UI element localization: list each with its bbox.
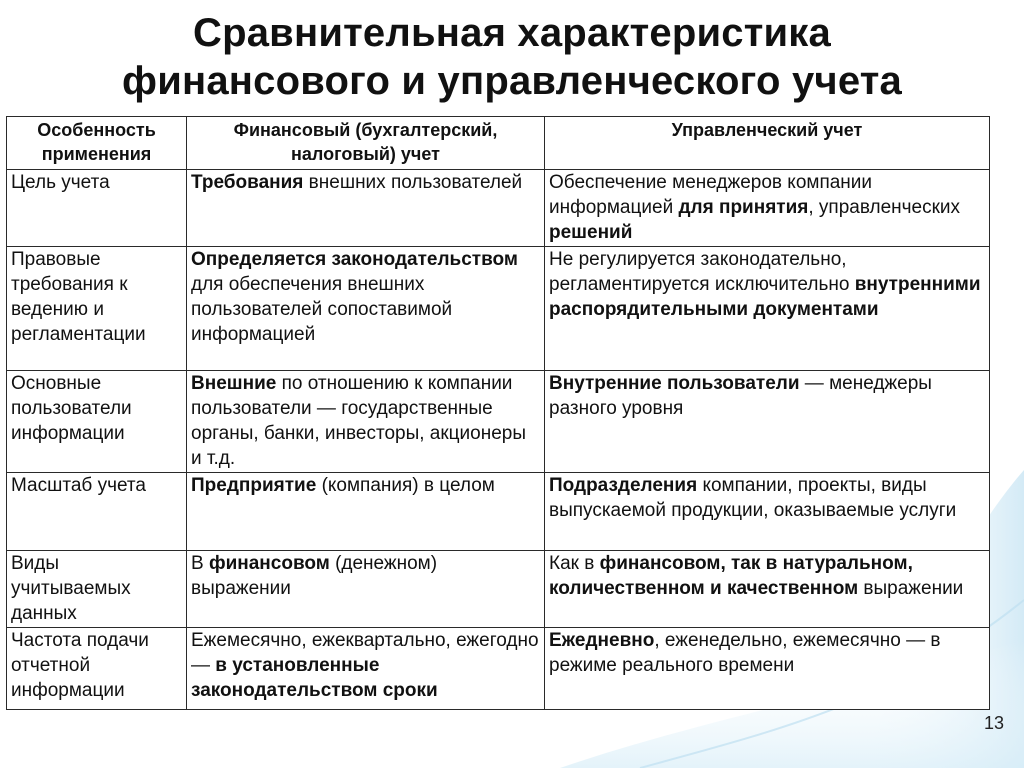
cell-text: , управленческих xyxy=(808,197,961,218)
managerial-cell xyxy=(545,473,990,551)
bold-text: решений xyxy=(549,222,633,243)
bold-text: Требования xyxy=(191,172,304,193)
cell-text: для обеспечения внешних пользователей сопоставимой информацией xyxy=(191,274,453,345)
feature-cell: Цель учета xyxy=(7,170,187,247)
bold-text: Внешние xyxy=(191,373,277,394)
bold-text: Подразделения xyxy=(549,475,698,496)
managerial-cell xyxy=(545,371,990,473)
feature-cell: Частота подачи отчетной информации xyxy=(7,628,187,710)
table-header-row xyxy=(7,117,990,170)
title-line-2: финансового и управленческого учета xyxy=(122,59,902,103)
cell-text: выражении xyxy=(858,578,964,599)
bold-text: Внутренние пользователи xyxy=(549,373,800,394)
bold-text: для принятия xyxy=(678,197,809,218)
slide-title xyxy=(0,0,1024,114)
managerial-cell xyxy=(545,170,990,247)
cell-text: компании, проекты, виды выпускаемой продукции, оказываемые услуги xyxy=(549,475,957,521)
cell-text: (денежном) выражении xyxy=(191,553,438,599)
cell-text: по отношению к компании пользователи — государственные органы, банки, инвесторы, акционеры и т.д. xyxy=(191,373,527,469)
cell-text: В xyxy=(191,553,209,574)
table-row xyxy=(7,371,990,473)
feature-cell: Основные пользователи информации xyxy=(7,371,187,473)
financial-cell xyxy=(187,628,545,710)
feature-cell: Правовые требования к ведению и регламентации xyxy=(7,247,187,371)
table-body xyxy=(7,170,990,710)
financial-cell xyxy=(187,551,545,628)
managerial-cell xyxy=(545,247,990,371)
cell-text: , еженедельно, ежемесячно — в режиме реального времени xyxy=(549,630,941,676)
financial-cell xyxy=(187,371,545,473)
comparison-table xyxy=(6,116,990,710)
cell-text: (компания) в целом xyxy=(316,475,495,496)
table-row xyxy=(7,628,990,710)
table-row xyxy=(7,247,990,371)
bold-text: внутренними распорядительными документами xyxy=(549,274,981,320)
feature-cell: Виды учитываемых данных xyxy=(7,551,187,628)
cell-text: Обеспечение менеджеров компании информацией xyxy=(549,172,873,218)
table-row xyxy=(7,170,990,247)
bold-text: финансовом xyxy=(208,553,330,574)
header-financial: Финансовый (бухгалтерский, налоговый) учет xyxy=(187,117,545,170)
financial-cell xyxy=(187,473,545,551)
bold-text: Определяется законодательством xyxy=(191,249,518,270)
bold-text: Предприятие xyxy=(191,475,317,496)
cell-text: Ежемесячно, ежеквартально, ежегодно — xyxy=(191,630,539,676)
cell-text: Не регулируется законодательно, регламентируется исключительно xyxy=(549,249,855,295)
header-feature: Особенность применения xyxy=(7,117,187,170)
managerial-cell xyxy=(545,551,990,628)
page-number: 13 xyxy=(983,713,1004,733)
financial-cell xyxy=(187,247,545,371)
managerial-cell xyxy=(545,628,990,710)
cell-text: Как в xyxy=(549,553,600,574)
cell-text: — менеджеры разного уровня xyxy=(549,373,932,419)
bold-text: в установленные законодательством сроки xyxy=(191,655,438,701)
cell-text: внешних пользователей xyxy=(303,172,523,193)
table-row xyxy=(7,551,990,628)
header-managerial: Управленческий учет xyxy=(545,117,990,170)
bold-text: Ежедневно xyxy=(549,630,655,651)
financial-cell xyxy=(187,170,545,247)
title-line-1: Сравнительная характеристика xyxy=(193,11,831,55)
bold-text: финансовом, так в натуральном, количественном и качественном xyxy=(549,553,913,599)
table-row xyxy=(7,473,990,551)
feature-cell: Масштаб учета xyxy=(7,473,187,551)
